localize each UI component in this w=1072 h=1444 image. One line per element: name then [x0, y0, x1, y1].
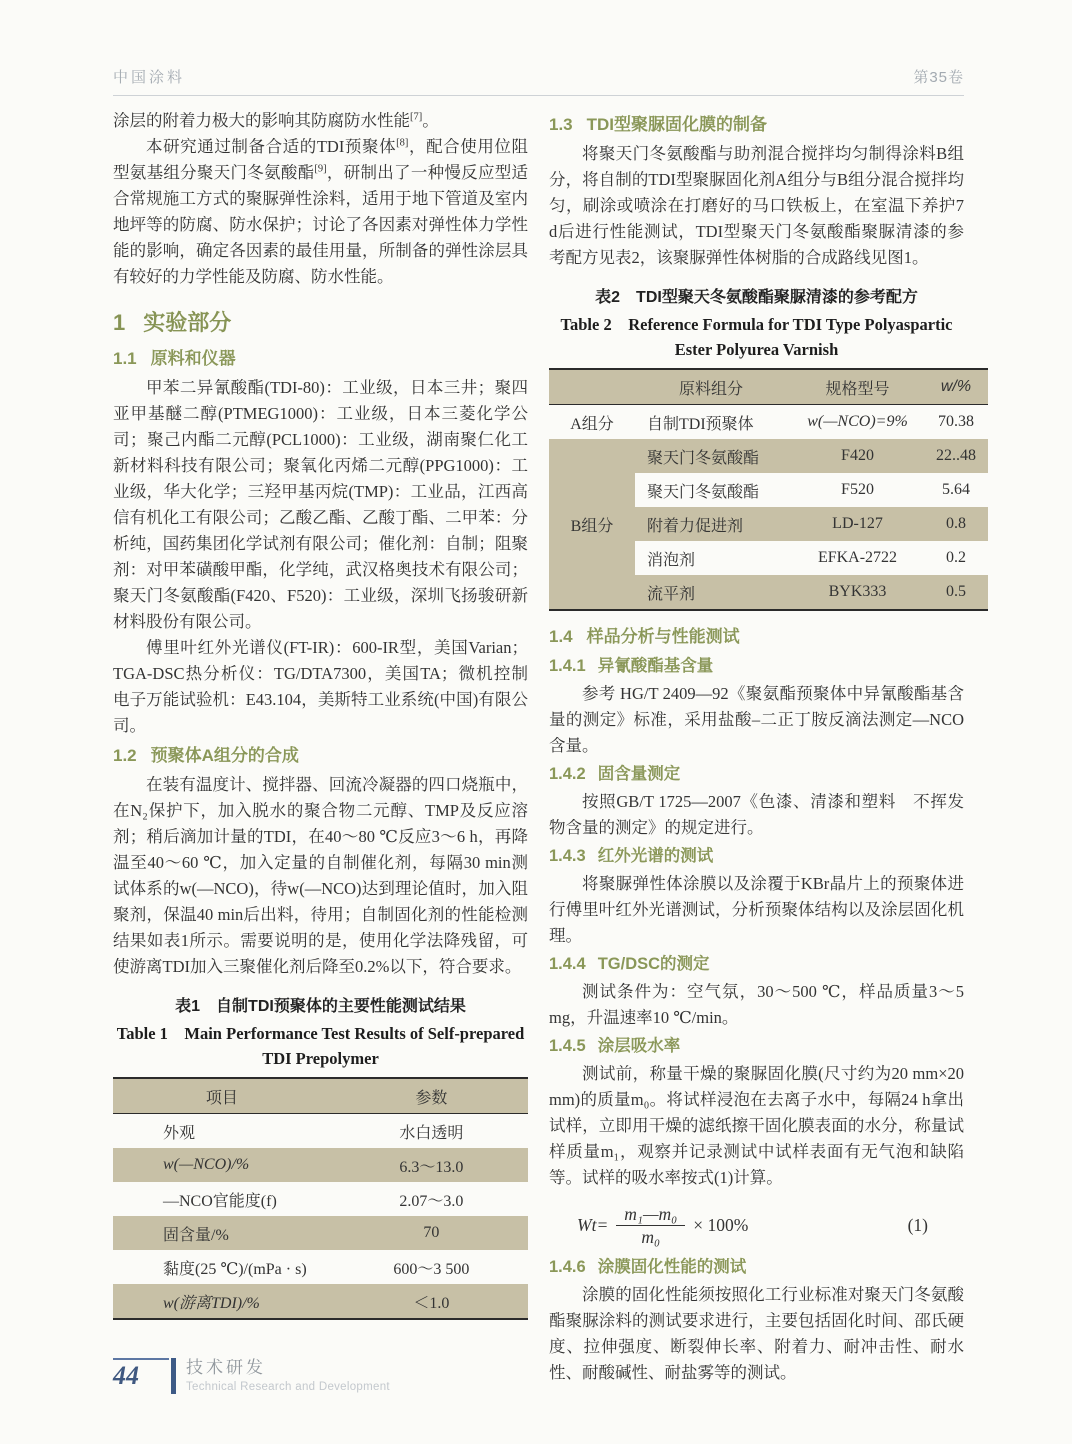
table2-header-row — [549, 369, 988, 405]
intro-paragraph: 本研究通过制备合适的TDI预聚体[8]，配合使用位阻型氨基组分聚天门冬氨酸酯[9]，研制出了一种慢反应型适合常规施工方式的聚脲弹性涂料，适用于地下管道及室内地坪等的防腐、防水保护；讨论了各因素对弹性体力学性能的影响，确定各因素的最佳用量，所制备的弹性涂层具有较好的力学性能及防腐、防水性能。 — [113, 137, 528, 286]
fraction-numerator: m₁—m₀ — [616, 1203, 685, 1226]
subsection-heading-1-4-3 — [549, 843, 964, 870]
group-label-b: B组分 — [549, 439, 635, 610]
table-cell: 消泡剂 — [635, 541, 791, 575]
table-cell: 水白透明 — [399, 1124, 464, 1142]
subsection-number: 1.3 — [549, 115, 573, 134]
equation-multiplier: × 100% — [693, 1215, 749, 1235]
group-label-a: A组分 — [570, 415, 614, 433]
subsection-heading-1-4-4 — [549, 951, 964, 978]
reference-superscript: [8] — [396, 137, 409, 149]
table-cell: 5.64 — [924, 473, 988, 507]
running-head-journal: 中国涂料 — [113, 69, 186, 86]
reference-superscript: [7] — [410, 111, 423, 123]
subsection-heading-1-2 — [113, 742, 528, 770]
curing-performance-paragraph: 涂膜的固化性能须按照化工行业标准对聚天门冬氨酸酯聚脲涂料的测试要求进行，主要包括固化时间、邵氏硬度、拉伸强度、断裂伸长率、附着力、耐冲击性、耐水性、耐酸碱性、耐盐雾等的测试。 — [549, 1285, 964, 1382]
table1-col-header: 项目 — [113, 1078, 335, 1114]
table-cell: 0.5 — [924, 575, 988, 610]
table-cell: ＜1.0 — [413, 1294, 450, 1312]
subsection-number: 1.4.3 — [549, 847, 586, 865]
section-title: 实验部分 — [143, 310, 232, 335]
solid-content-paragraph: 按照GB/T 1725—2007《色漆、清漆和塑料 不挥发物含量的测定》的规定进行。 — [549, 792, 964, 837]
table1-title-cn: 表1 自制TDI预聚体的主要性能测试结果 — [175, 998, 466, 1015]
equation-equals: = — [596, 1215, 609, 1235]
subsection-title: 异氰酸酯基含量 — [597, 657, 714, 675]
right-column — [549, 108, 976, 1386]
subsection-number: 1.4.5 — [549, 1037, 586, 1055]
table-cell: 自制TDI预聚体 — [647, 415, 754, 433]
subsection-number: 1.2 — [113, 746, 137, 765]
table-cell: 聚天门冬氨酸酯 — [635, 439, 791, 473]
table-cell: LD-127 — [791, 507, 924, 541]
page-number: 44 — [113, 1361, 139, 1390]
table-cell: 2.07～3.0 — [399, 1192, 464, 1210]
reference-superscript: [9] — [314, 163, 327, 175]
section-number: 1 — [113, 310, 126, 335]
table-cell: 0.8 — [924, 507, 988, 541]
left-column — [113, 108, 528, 1386]
equation-fraction — [616, 1203, 685, 1248]
table2-col-header: w/% — [924, 369, 988, 405]
table-cell: 固含量/% — [163, 1226, 229, 1244]
table-cell: w(—NCO)=9% — [807, 413, 908, 430]
table2-col-header: 原料组分 — [635, 369, 791, 405]
subsection-title: 预聚体A组分的合成 — [150, 746, 299, 765]
table-cell: 70 — [423, 1224, 440, 1241]
table2-title-en: Table 2 Reference Formula for TDI Type Polyaspartic Ester Polyurea Varnish — [560, 315, 953, 359]
table1-header-row — [113, 1078, 528, 1114]
table-row — [113, 1284, 528, 1319]
table-cell: 70.38 — [938, 413, 974, 430]
subsection-number: 1.4.2 — [549, 765, 586, 783]
subsection-number: 1.4.1 — [549, 657, 586, 675]
table-row — [113, 1114, 528, 1149]
subsection-heading-1-3 — [549, 111, 964, 139]
nco-content-paragraph: 参考 HG/T 2409—92《聚氨酯预聚体中异氰酸酯基含量的测定》标准，采用盐酸–二正丁胺反滴法测定—NCO含量。 — [549, 684, 964, 755]
table-cell: F520 — [791, 473, 924, 507]
table-cell: 附着力促进剂 — [635, 507, 791, 541]
equation-lhs: Wt — [577, 1215, 597, 1235]
table-row — [113, 1148, 528, 1182]
subsection-number: 1.1 — [113, 349, 137, 368]
table-cell: 22..48 — [924, 439, 988, 473]
table-cell: 600～3 500 — [393, 1260, 470, 1278]
table-cell: 流平剂 — [635, 575, 791, 610]
table2-title-cn: 表2 TDI型聚天冬氨酸酯聚脲清漆的参考配方 — [595, 289, 918, 306]
subsection-heading-1-4-2 — [549, 761, 964, 788]
table-cell: BYK333 — [791, 575, 924, 610]
table2 — [549, 368, 988, 611]
table-cell: EFKA-2722 — [791, 541, 924, 575]
equation-number: (1) — [907, 1215, 928, 1235]
running-head — [113, 66, 964, 96]
table-cell: 6.3～13.0 — [399, 1158, 464, 1176]
synthesis-paragraph: 在装有温度计、搅拌器、回流冷凝器的四口烧瓶中，在N₂保护下，加入脱水的聚合物二元醇、TMP及反应溶剂；稍后滴加计量的TDI，在40～80 ℃反应3～6 h，再降温至40～60 ℃，加入定量的自制催化剂，每隔30 min测试体系的w(—NCO)，待w(—NCO)达到理论值时，加入阻聚剂，保温40 min后出料，待用；自制固化剂的性能检测结果如表1所示。需要说明的是，使用化学法降残留，可使游离TDI加入三聚催化剂后降至0.2%以下，符合要求。 — [113, 775, 528, 976]
footer-section-cn: 技术研发 — [186, 1358, 266, 1377]
equation-1 — [577, 1203, 964, 1248]
materials-paragraph: 甲苯二异氰酸酯(TDI-80)：工业级，日本三井；聚四亚甲基醚二醇(PTMEG1000)：工业级，日本三菱化学公司；聚己内酯二元醇(PCL1000)：工业级，湖南聚仁化工新材料科技有限公司；聚氧化丙烯二元醇(PPG1000)：工业级，华大化学；三羟甲基丙烷(TMP)：工业品，江西高信有机化工有限公司；乙酸乙酯、乙酸丁酯、二甲苯：分析纯，国药集团化学试剂有限公司；催化剂：自制；阻聚剂：对甲苯磺酸甲酯，化学纯，武汉格奥技术有限公司；聚天门冬氨酸酯(F420、F520)：工业级，深圳飞扬骏研新材料股份有限公司。 — [113, 378, 528, 631]
subsection-title: 样品分析与性能测试 — [586, 627, 740, 646]
table-row — [113, 1250, 528, 1284]
table2-col-header: 规格型号 — [791, 369, 924, 405]
table1-title — [113, 994, 528, 1071]
subsection-title: TDI型聚脲固化膜的制备 — [586, 115, 768, 134]
table2-col-header-group — [549, 369, 635, 405]
footer-labels — [186, 1358, 390, 1393]
table-row — [113, 1182, 528, 1216]
subsection-number: 1.4 — [549, 627, 573, 646]
film-preparation-paragraph: 将聚天门冬氨酸酯与助剂混合搅拌均匀制得涂料B组分，将自制的TDI型聚脲固化剂A组分与B组分混合搅拌均匀，刷涂或喷涂在打磨好的马口铁板上，在室温下养护7 d后进行性能测试，TDI型聚天门冬氨酸酯聚脲清漆的参考配方见表2，该聚脲弹性体树脂的合成路线见图1。 — [549, 144, 964, 267]
table2-title — [549, 285, 964, 362]
page-footer — [113, 1358, 390, 1394]
subsection-title: 红外光谱的测试 — [597, 847, 714, 865]
fraction-denominator: m₀ — [641, 1227, 661, 1247]
footer-divider-bar — [171, 1358, 176, 1394]
table-row — [113, 1216, 528, 1250]
subsection-title: 涂层吸水率 — [597, 1037, 681, 1055]
running-head-volume: 第35卷 — [913, 69, 964, 86]
page-number-box — [113, 1358, 169, 1389]
subsection-heading-1-4-1 — [549, 653, 964, 680]
subsection-heading-1-1 — [113, 345, 528, 373]
two-column-layout — [113, 108, 976, 1386]
water-absorption-paragraph: 测试前，称量干燥的聚脲固化膜(尺寸约为20 mm×20 mm)的质量m₀。将试样浸泡在去离子水中，每隔24 h拿出试样，立即用干燥的滤纸擦干固化膜表面的水分，称量试样质量m₁，观察并记录测试中试样表面有无气泡和缺陷等。试样的吸水率按式(1)计算。 — [549, 1064, 964, 1187]
table1 — [113, 1077, 528, 1320]
table1-title-en: Table 1 Main Performance Test Results of Self-prepared TDI Prepolymer — [116, 1024, 525, 1068]
subsection-heading-1-4 — [549, 623, 964, 651]
ftir-paragraph: 将聚脲弹性体涂膜以及涂覆于KBr晶片上的预聚体进行傅里叶红外光谱测试，分析预聚体结构以及涂层固化机理。 — [549, 874, 964, 945]
table-row — [549, 439, 988, 473]
table-cell: w(游离TDI)/% — [163, 1294, 260, 1312]
table-cell: 聚天门冬氨酸酯 — [635, 473, 791, 507]
table-cell: —NCO官能度(f) — [163, 1192, 277, 1210]
subsection-number: 1.4.6 — [549, 1258, 586, 1276]
instruments-paragraph: 傅里叶红外光谱仪(FT-IR)：600-IR型，美国Varian；TGA-DSC热分析仪：TG/DTA7300，美国TA；微机控制电子万能试验机：E43.104，美斯特工业系统(中国)有限公司。 — [113, 638, 528, 735]
footer-section-en: Technical Research and Development — [186, 1381, 390, 1393]
subsection-heading-1-4-5 — [549, 1033, 964, 1060]
table-cell: 外观 — [163, 1124, 196, 1142]
subsection-heading-1-4-6 — [549, 1254, 964, 1281]
paragraph-continuation: 涂层的附着力极大的影响其防腐防水性能[7]。 — [113, 111, 439, 130]
table-cell: 0.2 — [924, 541, 988, 575]
table1-col-header: 参数 — [335, 1078, 528, 1114]
table-row — [549, 405, 988, 440]
subsection-title: 固含量测定 — [597, 765, 681, 783]
subsection-title: TG/DSC的测定 — [597, 955, 710, 973]
tg-dsc-paragraph: 测试条件为：空气氛，30～500 ℃，样品质量3～5 mg，升温速率10 ℃/min。 — [549, 982, 964, 1027]
subsection-title: 原料和仪器 — [150, 349, 236, 368]
table-cell: F420 — [791, 439, 924, 473]
table-cell: w(—NCO)/% — [163, 1156, 250, 1173]
subsection-number: 1.4.4 — [549, 955, 586, 973]
section-heading-1 — [113, 306, 528, 337]
table-cell: 黏度(25 ℃)/(mPa · s) — [163, 1260, 307, 1278]
subsection-title: 涂膜固化性能的测试 — [597, 1258, 747, 1276]
